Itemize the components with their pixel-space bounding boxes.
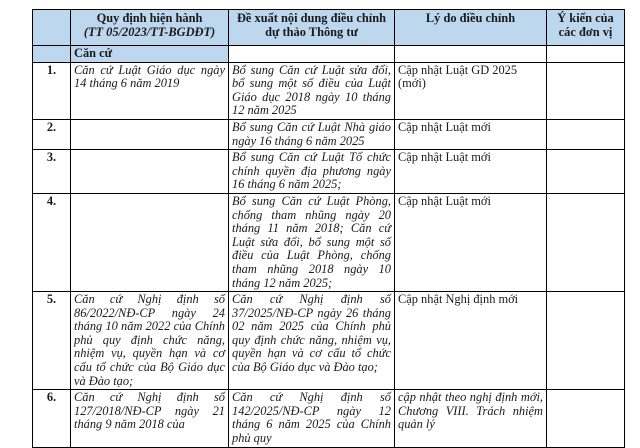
section-label: Căn cứ [71, 46, 229, 63]
proposal-cell: Bổ sung Căn cứ Luật Phòng, chống tham nhũng ngày 20 tháng 11 năm 2018; Căn cứ Luật sửa đổi, bổ sung một số điều của Luật Phòng, chống tham nhũng 2018 ngày 10 tháng 12 năm 2025; [229, 193, 395, 291]
opinion-cell [547, 390, 625, 447]
opinion-cell [547, 292, 625, 390]
current-regulation-cell [71, 193, 229, 291]
table-row [33, 62, 625, 119]
previous-page-edge [0, 0, 640, 9]
row-number: 6. [33, 390, 71, 447]
reason-cell: Cập nhật Luật GD 2025 (mới) [395, 62, 547, 119]
section-stt-cell [33, 46, 71, 63]
header-current-regulation-ref: (TT 05/2023/TT-BGDĐT) [83, 24, 216, 39]
reason-cell: Cập nhật Nghị định mới [395, 292, 547, 390]
table-row [33, 390, 625, 447]
reason-cell: Cập nhật Luật mới [395, 119, 547, 149]
adjustment-table [32, 9, 625, 448]
current-regulation-cell [71, 150, 229, 194]
table-row [33, 119, 625, 149]
row-number: 5. [33, 292, 71, 390]
header-proposal: Đề xuất nội dung điều chỉnh dự thảo Thông tư [229, 10, 395, 46]
reason-cell: cập nhật theo nghị định mới, Chương VIII. Trách nhiệm quản lý [395, 390, 547, 447]
header-current-regulation: Quy định hiện hành (TT 05/2023/TT-BGDĐT) [71, 10, 229, 46]
opinion-cell [547, 193, 625, 291]
table-row [33, 150, 625, 194]
row-number: 3. [33, 150, 71, 194]
row-number: 4. [33, 193, 71, 291]
table-row [33, 193, 625, 291]
proposal-cell: Bổ sung Căn cứ Luật Nhà giáo ngày 16 tháng 6 năm 2025 [229, 119, 395, 149]
header-reason: Lý do điều chỉnh [395, 10, 547, 46]
opinion-cell [547, 62, 625, 119]
row-number: 1. [33, 62, 71, 119]
current-regulation-cell: Căn cứ Luật Giáo dục ngày 14 tháng 6 năm 2019 [71, 62, 229, 119]
row-number: 2. [33, 119, 71, 149]
reason-cell: Cập nhật Luật mới [395, 150, 547, 194]
proposal-cell: Bổ sung Căn cứ Luật Tổ chức chính quyền địa phương ngày 16 tháng 6 năm 2025; [229, 150, 395, 194]
proposal-cell: Bổ sung Căn cứ Luật sửa đổi, bổ sung một số điều của Luật Giáo dục 2018 ngày 10 tháng 12 năm 2025 [229, 62, 395, 119]
header-unit-opinion: Ý kiến của các đơn vị [547, 10, 625, 46]
table-header-row [33, 10, 625, 46]
header-stt [33, 10, 71, 46]
current-regulation-cell: Căn cứ Nghị định số 86/2022/NĐ-CP ngày 24 tháng 10 năm 2022 của Chính phủ quy định chức năng, nhiệm vụ, quyền hạn và cơ cấu tổ chức của Bộ Giáo dục và Đào tạo; [71, 292, 229, 390]
opinion-cell [547, 150, 625, 194]
current-regulation-cell [71, 119, 229, 149]
current-regulation-cell: Căn cứ Nghị định số 127/2018/NĐ-CP ngày 21 tháng 9 năm 2018 của [71, 390, 229, 447]
reason-cell: Cập nhật Luật mới [395, 193, 547, 291]
proposal-cell: Căn cứ Nghị định số 142/2025/NĐ-CP ngày 12 tháng 6 năm 2025 của Chính phủ quy [229, 390, 395, 447]
opinion-cell [547, 119, 625, 149]
section-row [33, 46, 625, 63]
table-row [33, 292, 625, 390]
proposal-cell: Căn cứ Nghị định số 37/2025/NĐ-CP ngày 26 tháng 02 năm 2025 của Chính phủ quy định chức năng, nhiệm vụ, quyền hạn và cơ cấu tổ chức của Bộ Giáo dục và Đào tạo; [229, 292, 395, 390]
